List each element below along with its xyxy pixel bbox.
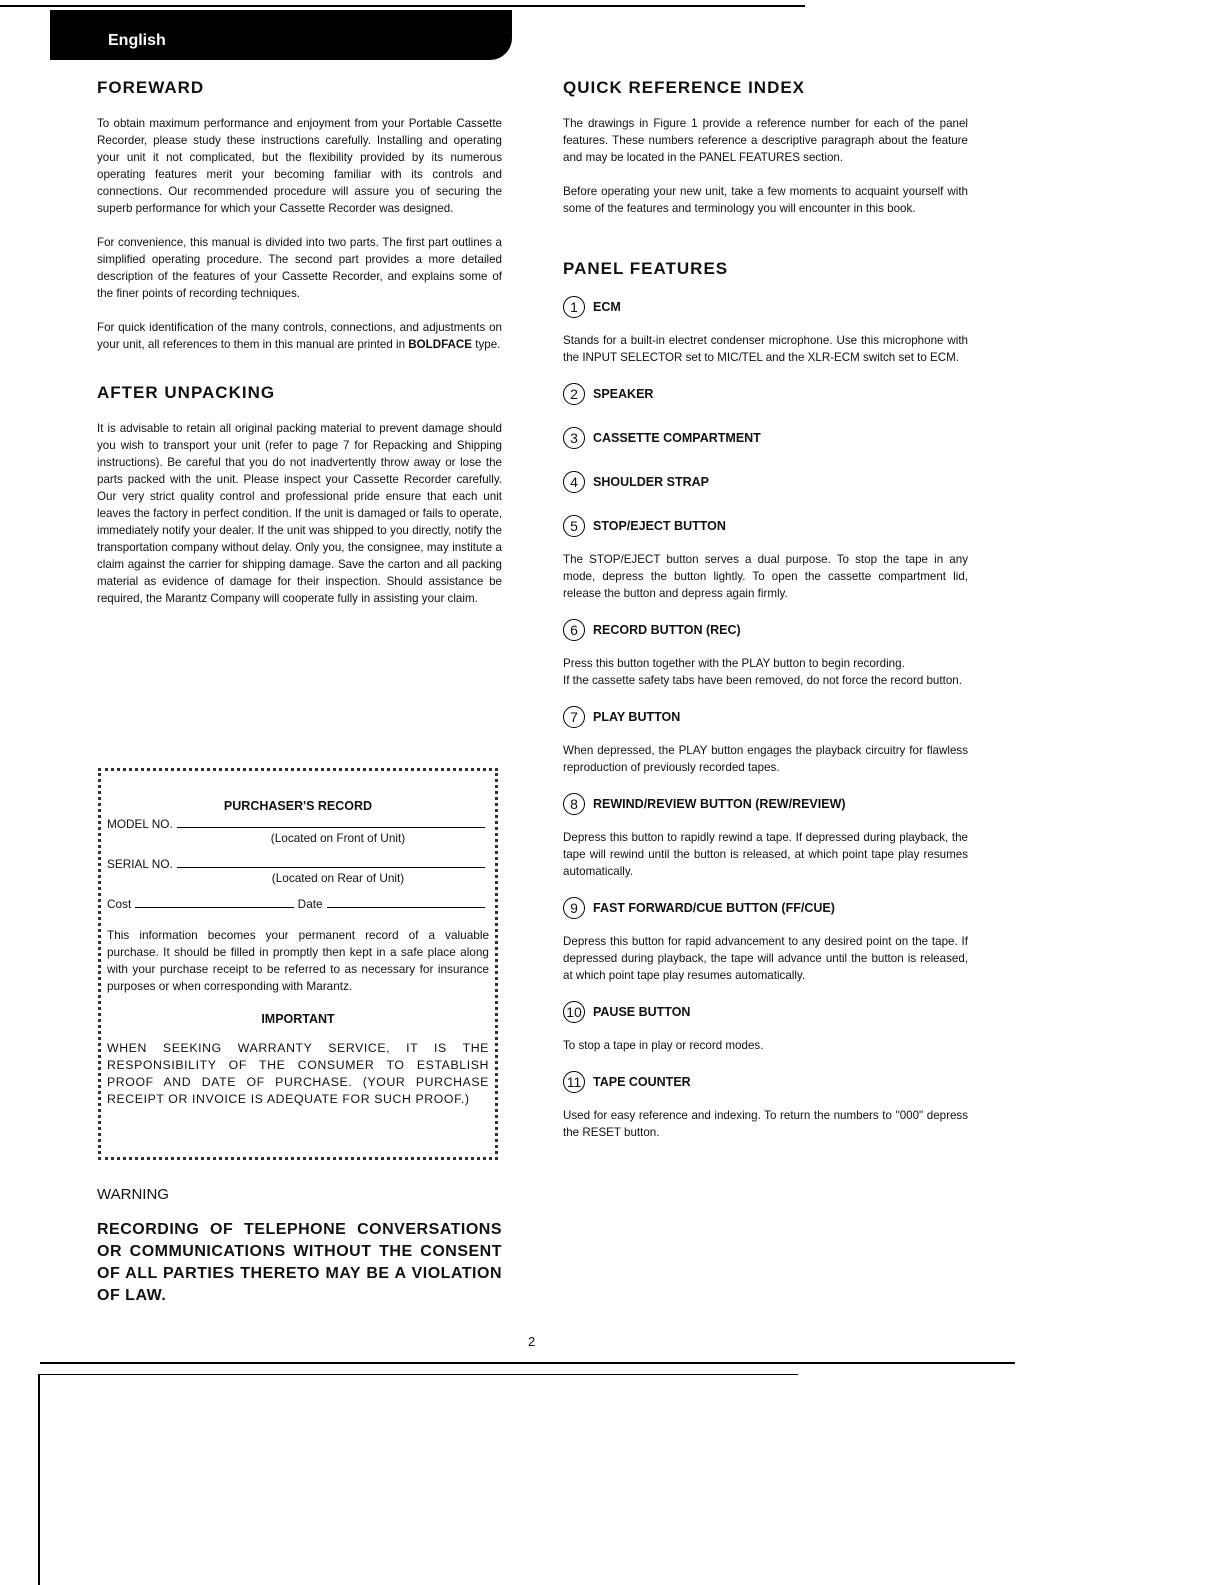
feature-1 xyxy=(563,296,968,318)
feature-label: SPEAKER xyxy=(593,387,654,401)
quick-para: The drawings in Figure 1 provide a reference number for each of the panel features. These numbers reference a descriptive paragraph about the feature and may be located in the PANEL FEATURES section. xyxy=(563,117,968,164)
circled-number-icon: 11 xyxy=(563,1071,585,1093)
circled-number-icon: 6 xyxy=(563,619,585,641)
foreward-para xyxy=(97,319,502,353)
feature-desc: If the cassette safety tabs have been removed, do not force the record button. xyxy=(563,674,962,687)
model-note: (Located on Front of Unit) xyxy=(270,831,406,845)
feature-5 xyxy=(563,515,968,537)
circled-number-icon: 3 xyxy=(563,427,585,449)
warning-text: RECORDING OF TELEPHONE CONVERSATIONS OR COMMUNICATIONS WITHOUT THE CONSENT OF ALL PARTIES THERETO MAY BE A VIOLATION OF LAW. xyxy=(97,1221,502,1304)
circled-number-icon: 9 xyxy=(563,897,585,919)
features-list xyxy=(563,296,968,1141)
feature-desc: Stands for a built-in electret condenser microphone. Use this microphone with the INPUT SELECTOR set to MIC/TEL and the XLR-ECM switch set to ECM. xyxy=(563,334,968,364)
feature-11 xyxy=(563,1071,968,1093)
cost-label: Cost xyxy=(107,897,132,911)
feature-3 xyxy=(563,427,968,449)
warning-section xyxy=(97,1186,502,1307)
feature-label: PLAY BUTTON xyxy=(593,710,681,724)
circled-number-icon: 10 xyxy=(563,1001,585,1023)
date-label: Date xyxy=(297,897,323,911)
quick-para: Before operating your new unit, take a few moments to acquaint yourself with some of the features and terminology you will encounter in this book. xyxy=(563,185,968,215)
bottom-rule-thin xyxy=(38,1374,798,1375)
serial-note: (Located on Rear of Unit) xyxy=(271,871,405,885)
model-field xyxy=(107,813,489,831)
top-rule xyxy=(0,5,805,7)
language-tab xyxy=(50,10,512,60)
purchasers-record-box xyxy=(98,768,498,1160)
feature-4 xyxy=(563,471,968,493)
left-column xyxy=(97,78,502,624)
language-label: English xyxy=(108,32,166,49)
date-blank xyxy=(327,907,485,908)
unpacking-heading: AFTER UNPACKING xyxy=(97,383,276,402)
serial-label: SERIAL NO. xyxy=(107,857,173,871)
feature-2 xyxy=(563,383,968,405)
warranty-text: WHEN SEEKING WARRANTY SERVICE, IT IS THE RESPONSIBILITY OF THE CONSUMER TO ESTABLISH PROOF AND DATE OF PURCHASE. (YOUR PURCHASE RECEIPT OR INVOICE IS ADEQUATE FOR SUCH PROOF.) xyxy=(107,1041,489,1106)
serial-field xyxy=(107,853,489,871)
circled-number-icon: 1 xyxy=(563,296,585,318)
foreward-heading: FOREWARD xyxy=(97,78,205,97)
unpacking-para: It is advisable to retain all original packing material to prevent damage should you wish to transport your unit (refer to page 7 for Repacking and Shipping instructions). Be careful that you do not inadvertently throw away or lose the parts packed with the unit. Please inspect your Cassette Recorder carefully. Our very strict quality control and professional pride ensure that each unit leaves the factory in perfect condition. If the unit is damaged or fails to operate, immediately notify your dealer. If the unit was shipped to you directly, notify the transportation company without delay. Only you, the consignee, may institute a claim against the carrier for shipping damage. Save the carton and all packing material as evidence of damage for their inspection. Should assistance be required, the Marantz Company will cooperate fully in assisting your claim. xyxy=(97,422,502,605)
foreward-para: To obtain maximum performance and enjoyment from your Portable Cassette Recorder, please study these instructions carefully. Installing and operating your unit it not complicated, but the flexibility provided by its numerous operating features merit your becoming familiar with its controls and connections. Our recommended procedure will assure you of securing the superb performance for which your Cassette Recorder was designed. xyxy=(97,117,502,215)
feature-label: FAST FORWARD/CUE BUTTON (FF/CUE) xyxy=(593,901,835,915)
feature-6 xyxy=(563,619,968,641)
page-number: 2 xyxy=(528,1334,536,1349)
foreward-para: For convenience, this manual is divided into two parts. The first part outlines a simplified operating procedure. The second part provides a more detailed description of the features of your Cassette Recorder, and explains some of the finer points of recording techniques. xyxy=(97,236,502,300)
circled-number-icon: 4 xyxy=(563,471,585,493)
feature-label: ECM xyxy=(593,300,621,314)
important-title: IMPORTANT xyxy=(261,1012,335,1026)
right-column xyxy=(563,78,968,1158)
boldface-term: BOLDFACE xyxy=(408,338,473,351)
feature-10 xyxy=(563,1001,968,1023)
cost-blank xyxy=(135,907,293,908)
circled-number-icon: 7 xyxy=(563,706,585,728)
warning-heading: WARNING xyxy=(97,1186,169,1203)
feature-desc: Depress this button to rapidly rewind a tape. If depressed during playback, the tape will rewind until the button is released, at which point tape play resumes automatically. xyxy=(563,831,968,878)
feature-desc: When depressed, the PLAY button engages the playback circuitry for flawless reproduction of previously recorded tapes. xyxy=(563,744,968,774)
feature-7 xyxy=(563,706,968,728)
panel-features-heading: PANEL FEATURES xyxy=(563,259,729,278)
feature-label: SHOULDER STRAP xyxy=(593,475,709,489)
feature-label: STOP/EJECT BUTTON xyxy=(593,519,726,533)
record-title: PURCHASER'S RECORD xyxy=(223,799,373,813)
text: type. xyxy=(472,338,501,351)
feature-label: REWIND/REVIEW BUTTON (REW/REVIEW) xyxy=(593,797,846,811)
serial-blank xyxy=(177,867,485,868)
feature-desc: To stop a tape in play or record modes. xyxy=(563,1039,764,1052)
feature-label: CASSETTE COMPARTMENT xyxy=(593,431,761,445)
feature-desc: The STOP/EJECT button serves a dual purpose. To stop the tape in any mode, depress the button lightly. To open the cassette compartment lid, release the button and depress again firmly. xyxy=(563,553,968,600)
record-info: This information becomes your permanent record of a valuable purchase. It should be filled in promptly then kept in a safe place along with your purchase receipt to be referred to as necessary for insurance purposes or when corresponding with Marantz. xyxy=(107,928,489,993)
feature-label: RECORD BUTTON (REC) xyxy=(593,623,741,637)
feature-label: TAPE COUNTER xyxy=(593,1075,691,1089)
text: For quick identification of the many controls, connections, and adjustments on your unit, all references to them in this manual are printed in xyxy=(97,321,502,351)
left-edge-rule xyxy=(38,1374,40,1585)
feature-9 xyxy=(563,897,968,919)
feature-8 xyxy=(563,793,968,815)
bottom-rule xyxy=(40,1362,1015,1364)
feature-desc: Used for easy reference and indexing. To return the numbers to "000" depress the RESET button. xyxy=(563,1109,968,1139)
model-blank xyxy=(177,827,485,828)
cost-date-field xyxy=(107,893,489,911)
feature-desc: Depress this button for rapid advancement to any desired point on the tape. If depressed during playback, the tape will advance until the button is released, at which point tape play resumes automatically. xyxy=(563,935,968,982)
model-label: MODEL NO. xyxy=(107,817,173,831)
circled-number-icon: 8 xyxy=(563,793,585,815)
feature-label: PAUSE BUTTON xyxy=(593,1005,691,1019)
circled-number-icon: 5 xyxy=(563,515,585,537)
feature-desc: Press this button together with the PLAY button to begin recording. xyxy=(563,657,905,670)
quick-reference-heading: QUICK REFERENCE INDEX xyxy=(563,78,806,97)
circled-number-icon: 2 xyxy=(563,383,585,405)
